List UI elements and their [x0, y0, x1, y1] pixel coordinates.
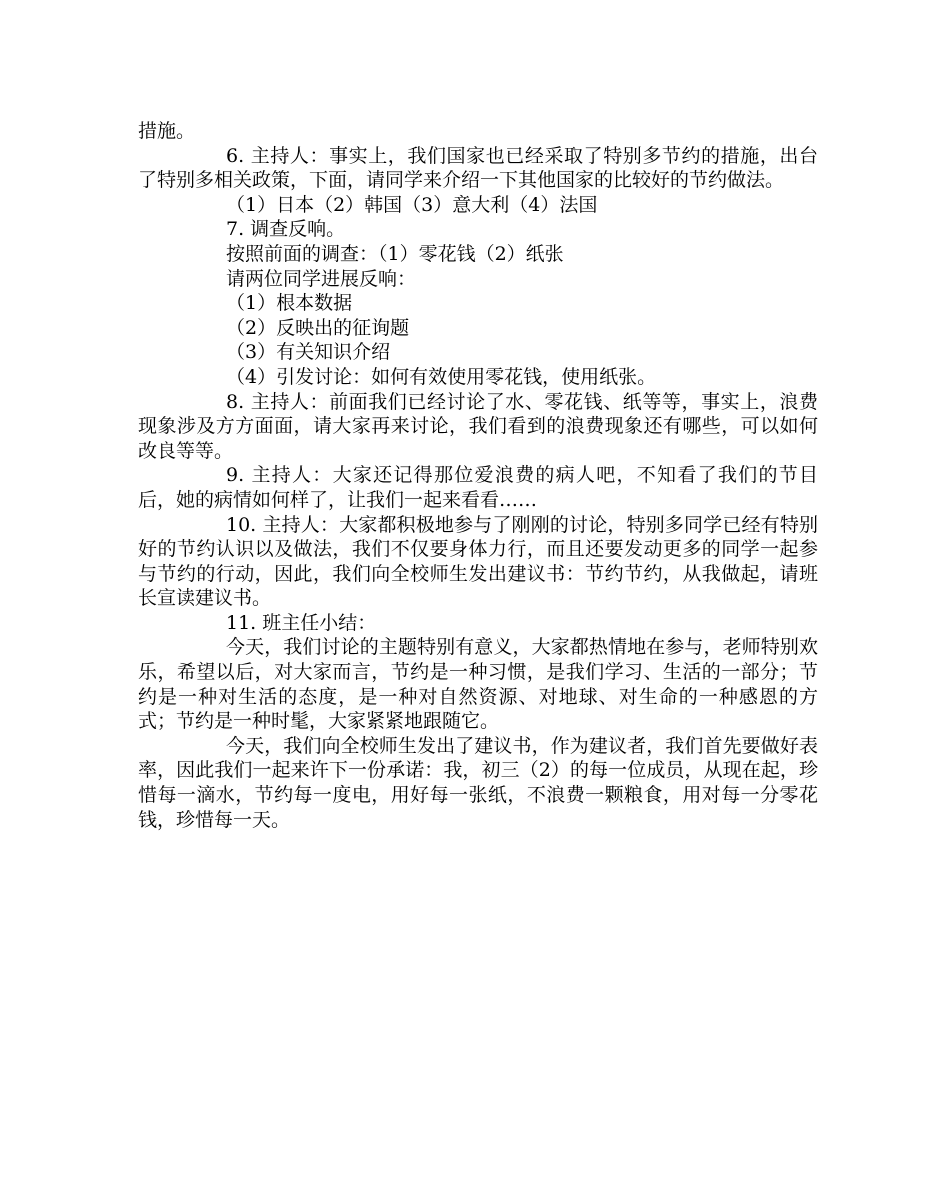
paragraph-feedback-1: （1）根本数据 [226, 292, 353, 315]
paragraph-item-6: 6. 主持人：事实上，我们国家也已经采取了特别多节约的措施，出台了特别多相关政策，下面，请同学来介绍一下其他国家的比较好的节约做法。 [138, 144, 818, 192]
paragraph-item-9: 9. 主持人：大家还记得那位爱浪费的病人吧，不知看了我们的节目后，她的病情如何样了，让我们一起来看看…… [138, 464, 818, 511]
paragraph-summary-2: 今天，我们向全校师生发出了建议书，作为建议者，我们首先要做好表率，因此我们一起来许下一份承诺：我，初三（2）的每一位成员，从现在起，珍惜每一滴水，节约每一度电，用好每一张纸，不浪费一颗粮食，用对每一分零花钱，珍惜每一天。 [138, 734, 818, 831]
paragraph-feedback-4: （4）引发讨论：如何有效使用零花钱，使用纸张。 [226, 365, 657, 388]
paragraph-continuation: 措施。 [138, 120, 196, 142]
paragraph-countries-list: （1）日本（2）韩国（3）意大利（4）法国 [226, 193, 598, 216]
paragraph-item-10: 10. 主持人：大家都积极地参与了刚刚的讨论，特别多同学已经有特别好的节约认识以及做法，我们不仅要身体力行，而且还要发动更多的同学一起参与节约的行动，因此，我们向全校师生发出建议书：节约节约，从我做起，请班长宣读建议书。 [138, 513, 818, 610]
document-body [138, 119, 818, 832]
paragraph-item-7: 7. 调查反响。 [226, 218, 346, 241]
paragraph-item-11: 11. 班主任小结： [226, 611, 377, 634]
paragraph-feedback-2: （2）反映出的征询题 [226, 316, 410, 339]
paragraph-feedback-3: （3）有关知识介绍 [226, 341, 391, 364]
paragraph-item-8: 8. 主持人：前面我们已经讨论了水、零花钱、纸等等，事实上，浪费现象涉及方方面面，请大家再来讨论，我们看到的浪费现象还有哪些，可以如何改良等等。 [138, 390, 818, 462]
paragraph-feedback-intro: 请两位同学进展反响： [226, 267, 417, 290]
paragraph-survey-topics: 按照前面的调查：（1）零花钱（2）纸张 [226, 242, 564, 265]
paragraph-summary-1: 今天，我们讨论的主题特别有意义，大家都热情地在参与，老师特别欢乐，希望以后，对大家而言，节约是一种习惯，是我们学习、生活的一部分；节约是一种对生活的态度，是一种对自然资源、对地球、对生命的一种感恩的方式；节约是一种时髦，大家紧紧地跟随它。 [138, 636, 818, 733]
